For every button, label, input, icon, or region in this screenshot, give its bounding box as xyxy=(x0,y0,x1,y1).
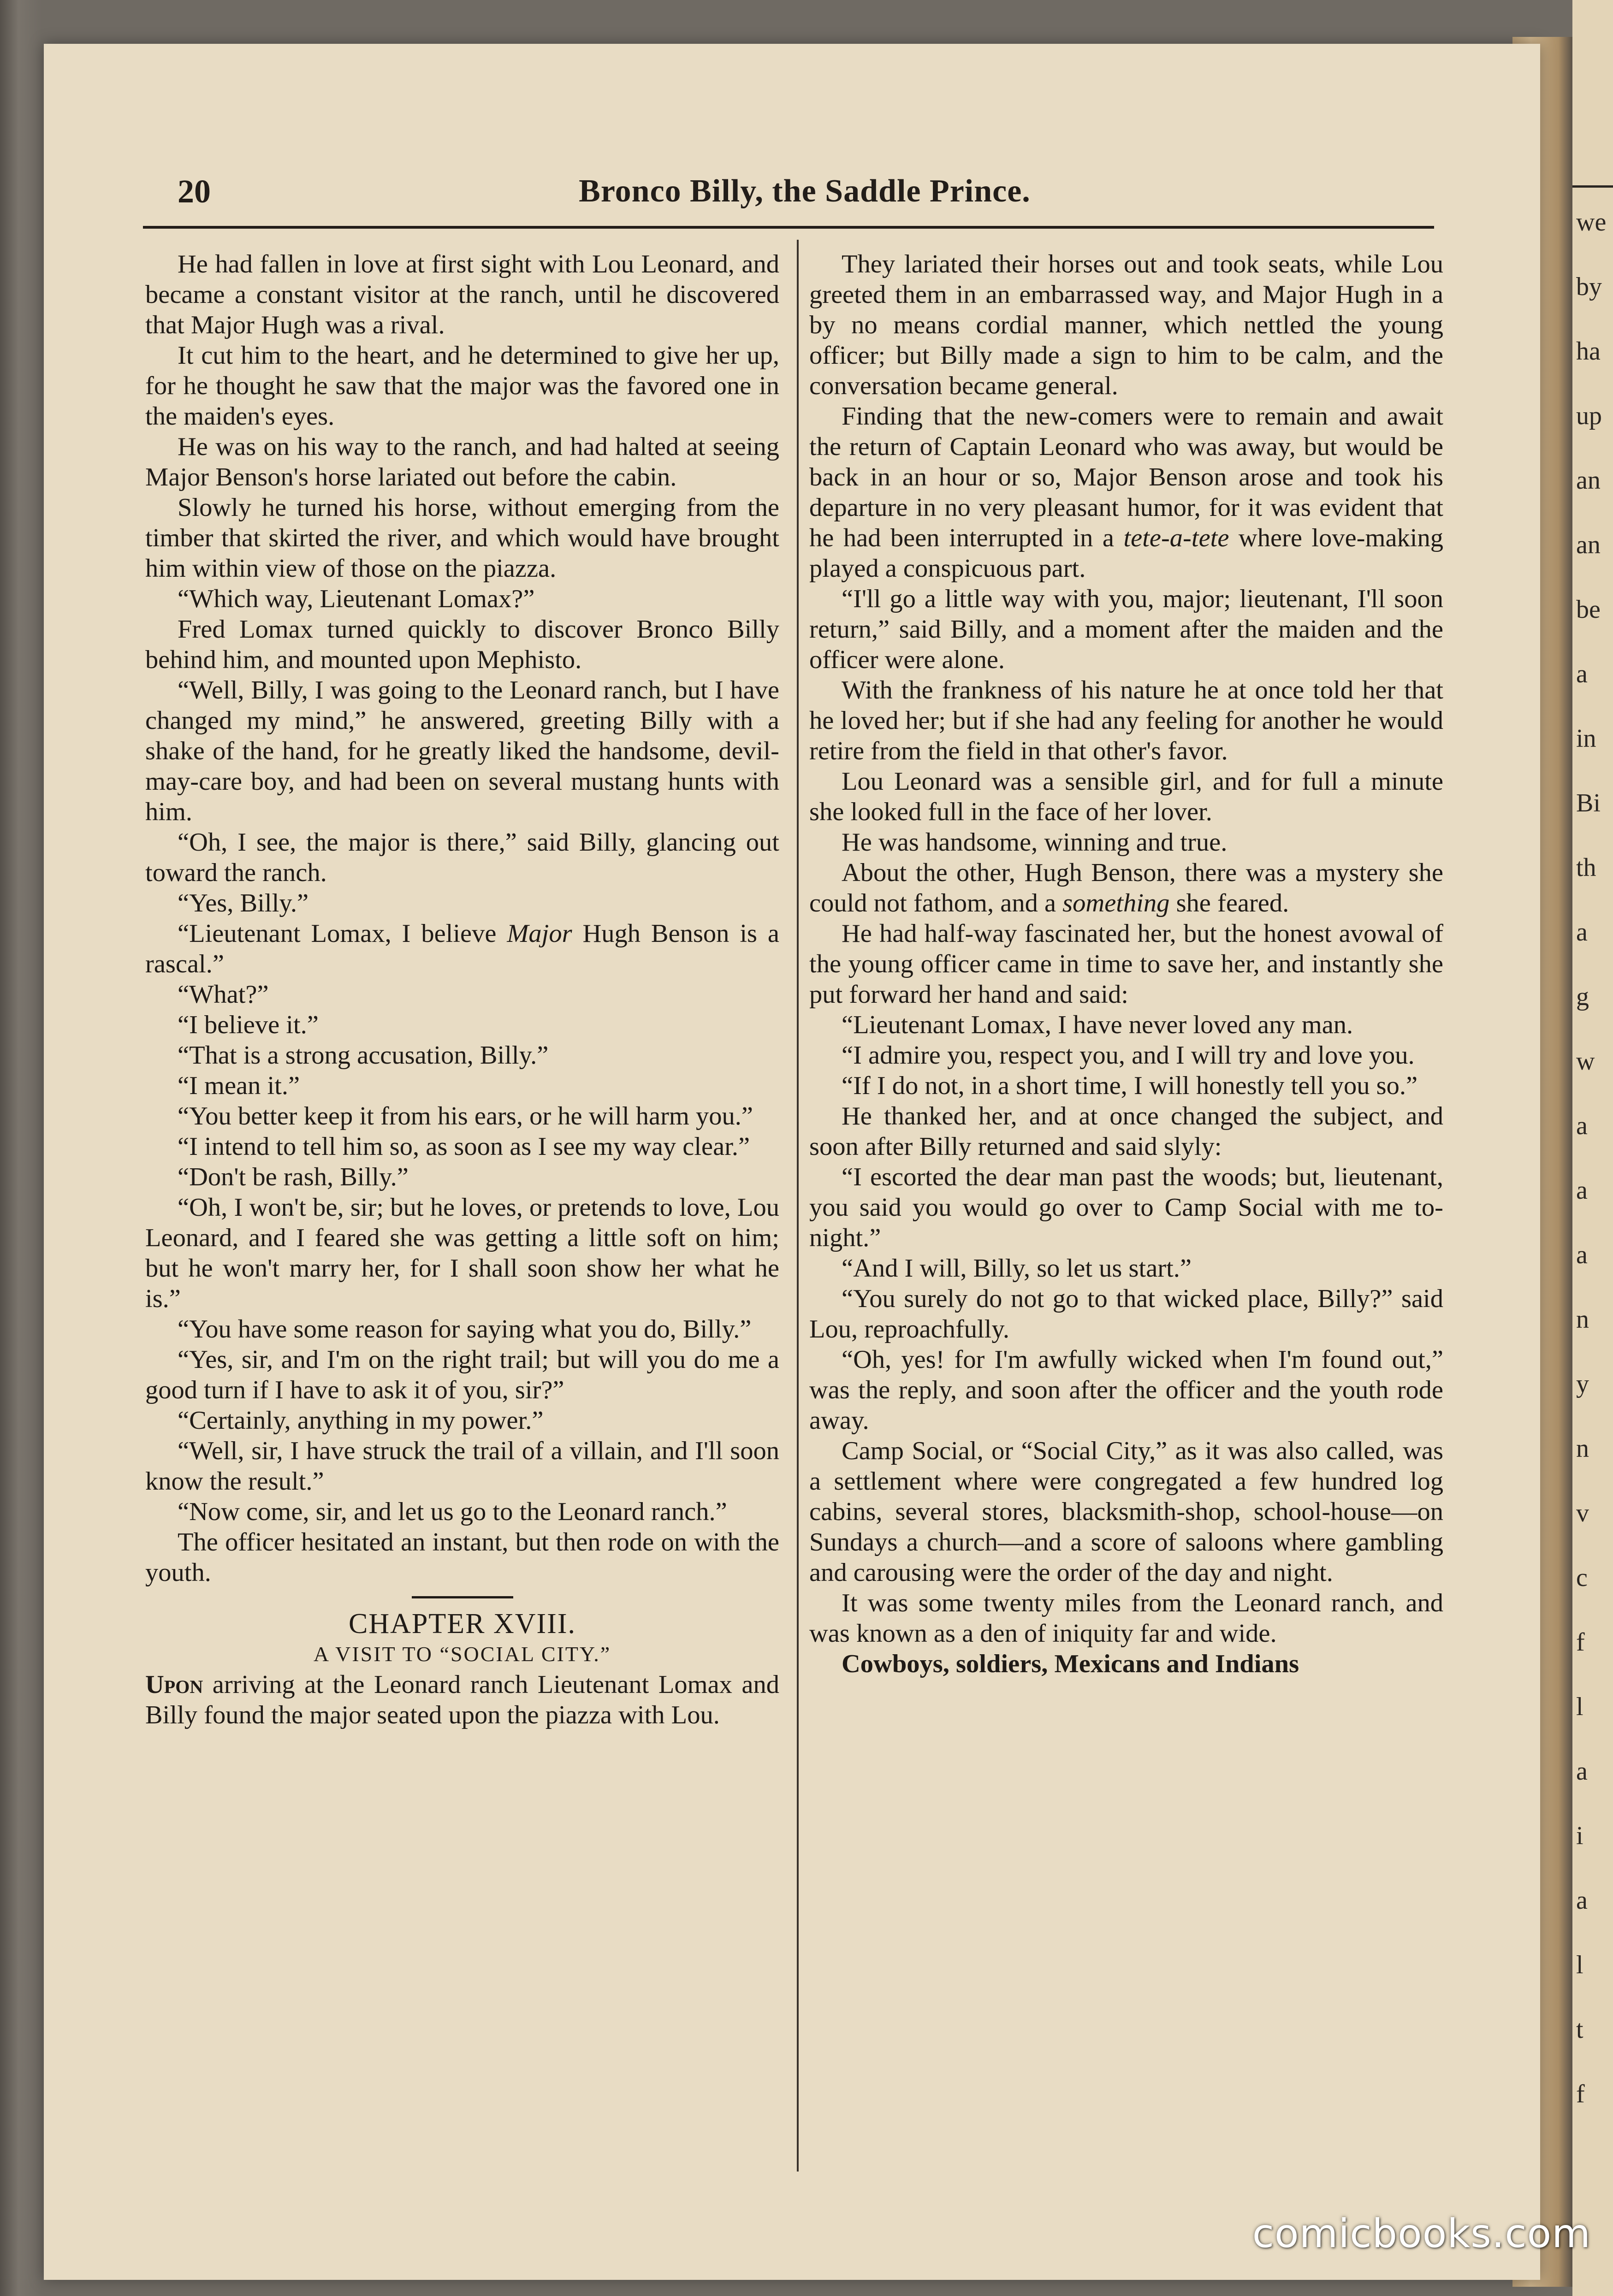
paragraph: “Lieutenant Lomax, I have never loved any man. xyxy=(842,1011,1353,1039)
text-span: where love-making played a conspicuous part. xyxy=(809,524,1443,583)
facing-page-fragment: t xyxy=(1576,2015,1583,2044)
paragraph: “Yes, sir, and I'm on the right trail; but will you do me a good turn if I have to ask it of you, sir?” xyxy=(145,1345,779,1404)
paragraph: “Well, Billy, I was going to the Leonard ranch, but I have changed my mind,” he answered, greeting Billy with a shake of the hand, for he greatly liked the handsome, devil-may-care boy, and had been on several mustang hunts with him. xyxy=(145,676,779,826)
facing-page-fragment: g xyxy=(1576,982,1589,1011)
paragraph: It cut him to the heart, and he determined to give her up, for he thought he saw that the major was the favored one in the maiden's eyes. xyxy=(145,341,779,431)
facing-page-fragment: Bi xyxy=(1576,789,1601,817)
facing-page-edge xyxy=(1572,0,1613,2296)
paragraph: Lou Leonard was a sensible girl, and for full a minute she looked full in the face of her lover. xyxy=(809,767,1443,826)
text-span: About the other, Hugh Benson, there was a mystery she could not fathom, and a xyxy=(809,858,1443,917)
column-divider xyxy=(797,240,799,2172)
paragraph: “Oh, I see, the major is there,” said Billy, glancing out toward the ranch. xyxy=(145,828,779,887)
paragraph: “Certainly, anything in my power.” xyxy=(178,1406,544,1435)
final-line: Cowboys, soldiers, Mexicans and Indians xyxy=(842,1650,1299,1678)
facing-page-fragment: a xyxy=(1576,1176,1588,1205)
facing-page-fragment: a xyxy=(1576,1757,1588,1786)
watermark-logo: comicbooks.com xyxy=(1252,2211,1591,2257)
paragraph: Slowly he turned his horse, without emerging from the timber that skirted the river, and which would have brought him within view of those on the piazza. xyxy=(145,493,779,583)
paragraph: He thanked her, and at once changed the subject, and soon after Billy returned and said slyly: xyxy=(809,1102,1443,1161)
facing-page-fragment: n xyxy=(1576,1434,1589,1463)
paragraph: “What?” xyxy=(178,980,269,1009)
left-column xyxy=(145,249,779,2176)
paragraph: “Don't be rash, Billy.” xyxy=(178,1163,409,1191)
text-span: Finding that the new-comers were to remain and await the return of Captain Leonard who was away, but would be back in an hour or so, Major Benson arose and took his departure in no very pleasant humor, for it was evident that he had been interrupted in a xyxy=(809,402,1443,552)
emphasis: Major xyxy=(507,919,572,948)
facing-page-fragment: a xyxy=(1576,1112,1588,1140)
facing-page-fragment: an xyxy=(1576,466,1601,495)
paragraph: “I admire you, respect you, and I will try and love you. xyxy=(842,1041,1415,1070)
paragraph: “If I do not, in a short time, I will honestly tell you so.” xyxy=(842,1071,1418,1100)
right-paragraphs xyxy=(809,249,1443,401)
facing-page-fragment: ha xyxy=(1576,337,1601,366)
running-title: Bronco Billy, the Saddle Prince. xyxy=(579,173,1031,209)
facing-page-fragment: a xyxy=(1576,1241,1588,1269)
right-paragraphs-3 xyxy=(809,918,1443,1649)
paragraph-mystery xyxy=(809,858,1443,918)
facing-page-fragment: v xyxy=(1576,1499,1589,1527)
emphasis: tete-a-tete xyxy=(1123,524,1229,552)
paragraph: He was handsome, winning and true. xyxy=(842,828,1228,857)
paragraph: “Well, sir, I have struck the trail of a villain, and I'll soon know the result.” xyxy=(145,1437,779,1496)
running-header xyxy=(178,171,1432,212)
paragraph: “You have some reason for saying what you do, Billy.” xyxy=(178,1315,752,1343)
chapter-opening-paragraph xyxy=(145,1669,779,1730)
paragraph: Fred Lomax turned quickly to discover Bronco Billy behind him, and mounted upon Mephisto. xyxy=(145,615,779,674)
paragraph: “I'll go a little way with you, major; lieutenant, I'll soon return,” said Billy, and a moment after the maiden and the officer were alone. xyxy=(809,585,1443,674)
paragraph: “That is a strong accusation, Billy.” xyxy=(178,1041,549,1070)
header-rule xyxy=(143,226,1434,229)
facing-page-fragment: f xyxy=(1576,1628,1585,1657)
emphasis: something xyxy=(1062,889,1170,917)
facing-page-fragment: n xyxy=(1576,1305,1589,1334)
paragraph: With the frankness of his nature he at once told her that he loved her; but if she had any feeling for another he would retire from the field in that other's favor. xyxy=(809,676,1443,765)
paragraph: Camp Social, or “Social City,” as it was also called, was a settlement where were congregated a few hundred log cabins, several stores, blacksmith-shop, school-house—on Sundays a church—and a score of saloons where gambling and carousing were the order of the day and night. xyxy=(809,1437,1443,1587)
paragraph-major-hugh xyxy=(145,918,779,979)
paragraph-finding xyxy=(809,401,1443,584)
text-span: “Lieutenant Lomax, I believe xyxy=(178,919,507,948)
facing-page-fragment: by xyxy=(1576,272,1602,301)
facing-page-fragment: i xyxy=(1576,1822,1583,1850)
paragraph: They lariated their horses out and took seats, while Lou greeted them in an embarrassed way, and Major Hugh in a by no means cordial manner, which nettled the young officer; but Billy made a sign to him to be calm, and the conversation became general. xyxy=(809,250,1443,400)
right-paragraphs-2 xyxy=(809,584,1443,858)
facing-page-fragment: a xyxy=(1576,660,1588,688)
facing-page-fragment: l xyxy=(1576,1692,1583,1721)
paragraph: “I intend to tell him so, as soon as I see my way clear.” xyxy=(178,1132,750,1161)
facing-page-fragment: w xyxy=(1576,1047,1595,1076)
paragraph: The officer hesitated an instant, but then rode on with the youth. xyxy=(145,1528,779,1587)
paragraph: “Which way, Lieutenant Lomax?” xyxy=(178,585,535,613)
paragraph: He was on his way to the ranch, and had halted at seeing Major Benson's horse lariated out before the cabin. xyxy=(145,432,779,491)
chapter-subtitle: A VISIT TO “SOCIAL CITY.” xyxy=(313,1642,611,1666)
paragraph: It was some twenty miles from the Leonard ranch, and was known as a den of iniquity far and wide. xyxy=(809,1589,1443,1648)
text-span: Hugh Benson is a rascal.” xyxy=(145,919,779,978)
facing-page-fragment: up xyxy=(1576,402,1602,430)
paragraph: “And I will, Billy, so let us start.” xyxy=(842,1254,1192,1283)
left-paragraphs-2 xyxy=(145,979,779,1588)
facing-page-rule xyxy=(1572,185,1613,188)
paragraph: “Yes, Billy.” xyxy=(178,889,309,917)
facing-page-fragment: we xyxy=(1576,208,1607,237)
facing-page-fragment: a xyxy=(1576,918,1588,947)
paragraph: “Oh, yes! for I'm awfully wicked when I'm found out,” was the reply, and soon after the officer and the youth rode away. xyxy=(809,1345,1443,1435)
paragraph: “You surely do not go to that wicked place, Billy?” said Lou, reproachfully. xyxy=(809,1284,1443,1343)
facing-page-fragment: be xyxy=(1576,595,1601,624)
facing-page-fragment: c xyxy=(1576,1563,1588,1592)
paragraph: He had half-way fascinated her, but the honest avowal of the young officer came in time to save her, and instantly she put forward her hand and said: xyxy=(809,919,1443,1009)
facing-page-fragment: an xyxy=(1576,531,1601,559)
facing-page-fragment: y xyxy=(1576,1370,1589,1398)
facing-page-fragment: l xyxy=(1576,1951,1583,1979)
page-number: 20 xyxy=(178,173,211,210)
paragraph: “I escorted the dear man past the woods; but, lieutenant, you said you would go over to Camp Social with me to-night.” xyxy=(809,1163,1443,1252)
left-paragraphs xyxy=(145,249,779,918)
facing-page-fragment: in xyxy=(1576,724,1596,753)
paragraph: “I mean it.” xyxy=(178,1071,300,1100)
drop-word: Upon xyxy=(145,1670,203,1699)
paragraph: “Oh, I won't be, sir; but he loves, or pretends to love, Lou Leonard, and I feared she was getting a little soft on him; but he won't marry her, for I shall soon show her what he is.” xyxy=(145,1193,779,1313)
facing-page-fragment: th xyxy=(1576,853,1596,882)
paragraph: “Now come, sir, and let us go to the Leonard ranch.” xyxy=(178,1497,727,1526)
text-span: she feared. xyxy=(1169,889,1289,917)
facing-page-fragment: f xyxy=(1576,2080,1585,2108)
chapter-title: CHAPTER XVIII. xyxy=(349,1608,576,1639)
chapter-rule xyxy=(412,1596,513,1598)
right-column xyxy=(809,249,1443,2176)
facing-page-fragment: a xyxy=(1576,1886,1588,1915)
paragraph: “You better keep it from his ears, or he will harm you.” xyxy=(178,1102,753,1130)
text-span: arriving at the Leonard ranch Lieutenant Lomax and Billy found the major seated upon the piazza with Lou. xyxy=(145,1670,779,1729)
paragraph: “I believe it.” xyxy=(178,1011,319,1039)
paragraph: He had fallen in love at first sight with Lou Leonard, and became a constant visitor at the ranch, until he discovered that Major Hugh was a rival. xyxy=(145,250,779,339)
